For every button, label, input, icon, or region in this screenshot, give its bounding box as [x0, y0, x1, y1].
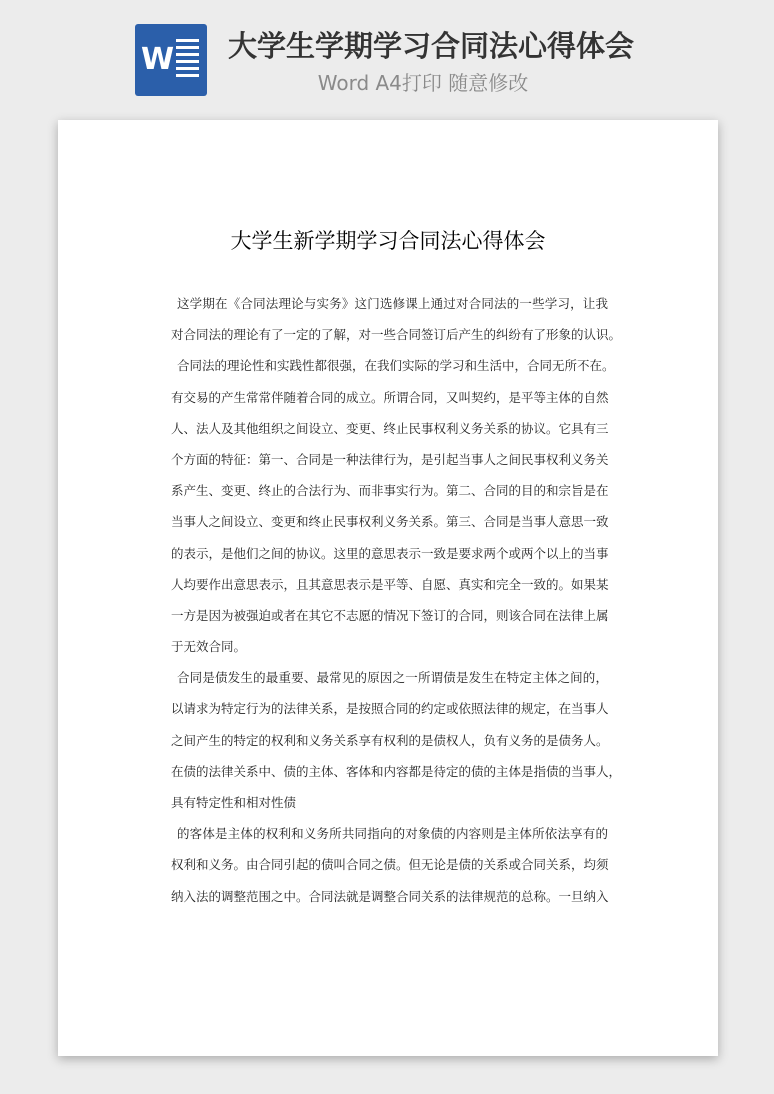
- document-line: 具有特定性和相对性债: [171, 795, 297, 810]
- document-line: 对合同法的理论有了一定的了解，对一些合同签订后产生的纠纷有了形象的认识。: [171, 327, 622, 343]
- document-line: 的表示，是他们之间的协议。这里的意思表示一致是要求两个或两个以上的当事: [171, 545, 609, 561]
- document-line: 当事人之间设立、变更和终止民事权利义务关系。第三、合同是当事人意思一致: [171, 514, 609, 530]
- document-line: 系产生、变更、终止的合法行为、而非事实行为。第二、合同的目的和宗旨是在: [171, 483, 609, 499]
- document-body: [171, 288, 622, 912]
- header: [0, 0, 774, 112]
- document-line: 有交易的产生常常伴随着合同的成立。所谓合同，又叫契约，是平等主体的自然: [171, 389, 609, 405]
- header-title: 大学生学期学习合同法心得体会: [228, 29, 635, 63]
- document-line: 个方面的特征：第一、合同是一种法律行为，是引起当事人之间民事权利义务关: [171, 451, 609, 467]
- document-line: 的客体是主体的权利和义务所共同指向的对象债的内容则是主体所依法享有的: [177, 826, 608, 842]
- document-line: 在债的法律关系中、债的主体、客体和内容都是待定的债的主体是指债的当事人，: [171, 763, 622, 779]
- document-line: 纳入法的调整范围之中。合同法就是调整合同关系的法律规范的总称。一旦纳入: [171, 888, 609, 904]
- document-line: 这学期在《合同法理论与实务》这门选修课上通过对合同法的一些学习，让我: [177, 296, 608, 311]
- document-line: 权利和义务。由合同引起的债叫合同之债。但无论是债的关系或合同关系，均须: [171, 857, 609, 873]
- document-line: 合同是债发生的最重要、最常见的原因之一所谓债是发生在特定主体之间的，: [177, 670, 608, 686]
- document-line: 于无效合同。: [171, 639, 247, 655]
- document-page: [58, 120, 718, 1056]
- document-line: 人均要作出意思表示，且其意思表示是平等、自愿、真实和完全一致的。如果某: [171, 576, 609, 592]
- word-icon-letter: W: [141, 42, 175, 77]
- document-line: 人、法人及其他组织之间设立、变更、终止民事权利义务关系的协议。它具有三: [171, 420, 609, 436]
- document-line: 以请求为特定行为的法律关系，是按照合同的约定或依照法律的规定，在当事人: [171, 701, 609, 717]
- document-title: 大学生新学期学习合同法心得体会: [230, 229, 546, 253]
- header-subtitle: Word A4打印 随意修改: [317, 71, 529, 95]
- document-line: 之间产生的特定的权利和义务关系享有权利的是债权人，负有义务的是债务人。: [171, 732, 609, 748]
- document-line: 一方是因为被强迫或者在其它不志愿的情况下签订的合同，则该合同在法律上属: [171, 607, 609, 623]
- document-line: 合同法的理论性和实践性都很强，在我们实际的学习和生活中，合同无所不在。: [177, 358, 615, 374]
